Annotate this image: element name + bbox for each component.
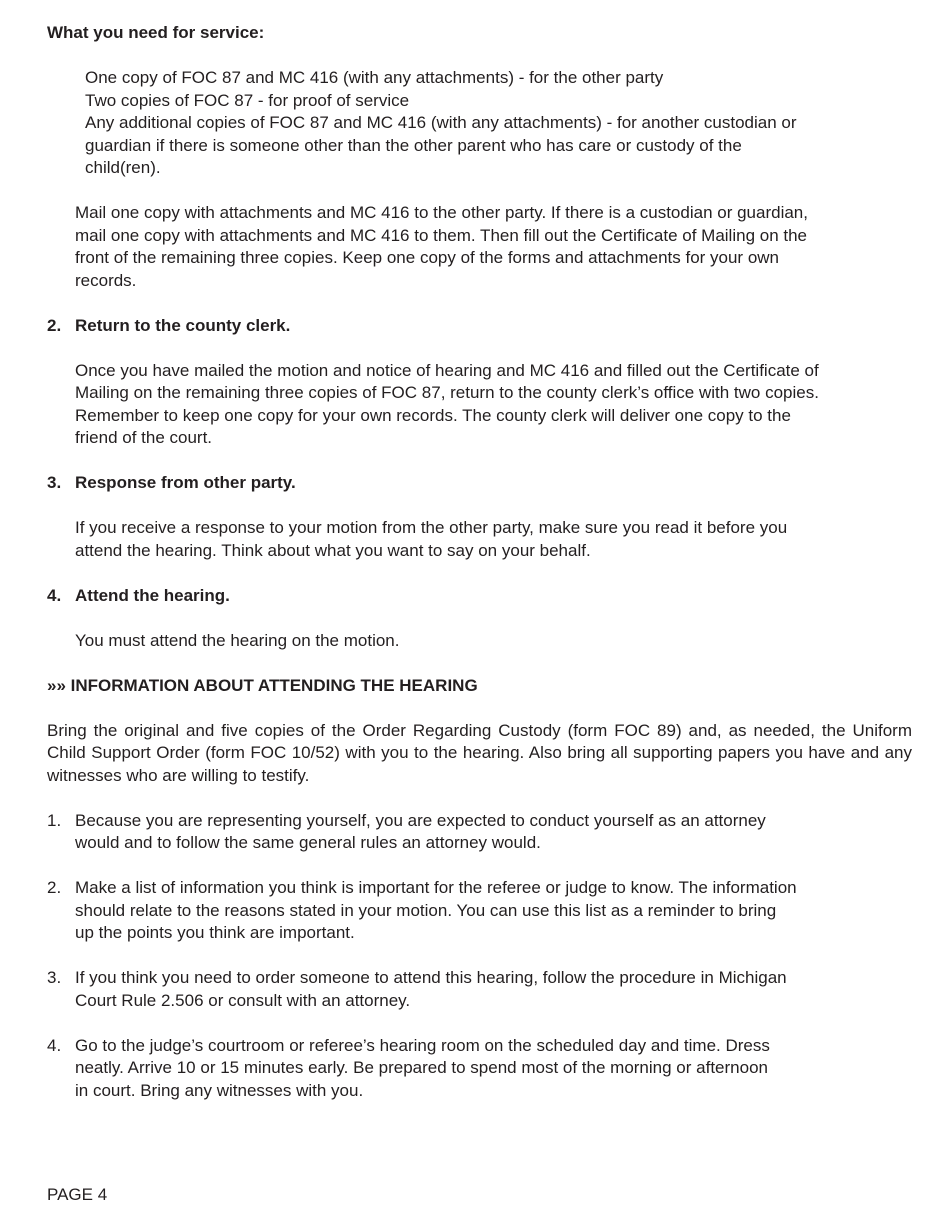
mail-line: front of the remaining three copies. Keep one copy of the forms and attachments for your own xyxy=(75,248,780,267)
item-line: If you think you need to order someone to attend this hearing, follow the procedure in Michigan xyxy=(75,968,787,987)
hearing-item-1 xyxy=(47,810,912,855)
step-title: Attend the hearing. xyxy=(75,585,230,605)
item-line: in court. Bring any witnesses with you. xyxy=(75,1080,364,1100)
step-line: You must attend the hearing on the motion. xyxy=(75,630,400,650)
item-number: 3. xyxy=(47,968,62,987)
step-line: Mailing on the remaining three copies of FOC 87, return to the county clerk’s office with two copies. xyxy=(75,383,819,402)
mail-instructions xyxy=(47,202,912,292)
step-number: 4. xyxy=(47,585,62,605)
step-line: attend the hearing. Think about what you want to say on your behalf. xyxy=(75,540,591,560)
service-item-continued: guardian if there is someone other than the other parent who has care or custody of the xyxy=(85,135,742,155)
step-title: Response from other party. xyxy=(75,473,296,492)
service-heading: What you need for service: xyxy=(47,23,265,42)
mail-line: Mail one copy with attachments and MC 416 to the other party. If there is a custodian or guardian, xyxy=(75,203,808,222)
step-line: Once you have mailed the motion and notice of hearing and MC 416 and filled out the Certificate of xyxy=(75,360,819,380)
item-line: Make a list of information you think is important for the referee or judge to know. The information xyxy=(75,878,797,897)
hearing-item-2 xyxy=(47,877,912,945)
hearing-info-heading: »» INFORMATION ABOUT ATTENDING THE HEARING xyxy=(47,675,478,695)
step-2-heading xyxy=(47,315,912,338)
item-line: should relate to the reasons stated in your motion. You can use this list as a reminder to bring xyxy=(75,900,777,920)
step-number: 3. xyxy=(47,473,62,492)
service-item: One copy of FOC 87 and MC 416 (with any attachments) - for the other party xyxy=(85,68,664,87)
service-item: Any additional copies of FOC 87 and MC 416 (with any attachments) - for another custodian or xyxy=(85,113,797,132)
item-number: 4. xyxy=(47,1035,62,1055)
item-number: 2. xyxy=(47,878,62,897)
item-line: Court Rule 2.506 or consult with an attorney. xyxy=(75,990,411,1010)
service-items xyxy=(47,67,912,180)
item-line: up the points you think are important. xyxy=(75,923,355,942)
item-number: 1. xyxy=(47,810,62,830)
mail-line: records. xyxy=(75,270,137,290)
step-4-heading xyxy=(47,585,912,608)
mail-line: mail one copy with attachments and MC 416 to them. Then fill out the Certificate of Mailing on the xyxy=(75,225,808,245)
step-2-body xyxy=(47,360,912,450)
hearing-info-intro: Bring the original and five copies of the Order Regarding Custody (form FOC 89) and, as needed, the Uniform Child Support Order (form FOC 10/52) with you to the hearing. Also bring all supporting papers you have and any witnesses who are willing to testify. xyxy=(47,720,912,785)
service-item: Two copies of FOC 87 - for proof of service xyxy=(85,90,410,110)
document-page xyxy=(47,22,912,1102)
service-item-continued: child(ren). xyxy=(85,158,161,177)
step-line: Remember to keep one copy for your own records. The county clerk will deliver one copy to the xyxy=(75,405,791,425)
step-line: friend of the court. xyxy=(75,428,213,447)
page-number: PAGE 4 xyxy=(47,1185,108,1204)
step-4-body xyxy=(47,630,912,653)
item-line: neatly. Arrive 10 or 15 minutes early. Be prepared to spend most of the morning or afternoon xyxy=(75,1058,768,1077)
hearing-item-4 xyxy=(47,1035,912,1103)
step-number: 2. xyxy=(47,315,62,335)
hearing-item-3 xyxy=(47,967,912,1012)
step-3-heading xyxy=(47,472,912,495)
step-line: If you receive a response to your motion from the other party, make sure you read it before you xyxy=(75,518,788,537)
step-title: Return to the county clerk. xyxy=(75,315,291,335)
item-line: would and to follow the same general rules an attorney would. xyxy=(75,833,541,852)
item-line: Go to the judge’s courtroom or referee’s hearing room on the scheduled day and time. Dress xyxy=(75,1035,770,1055)
step-3-body xyxy=(47,517,912,562)
item-line: Because you are representing yourself, you are expected to conduct yourself as an attorney xyxy=(75,810,766,830)
